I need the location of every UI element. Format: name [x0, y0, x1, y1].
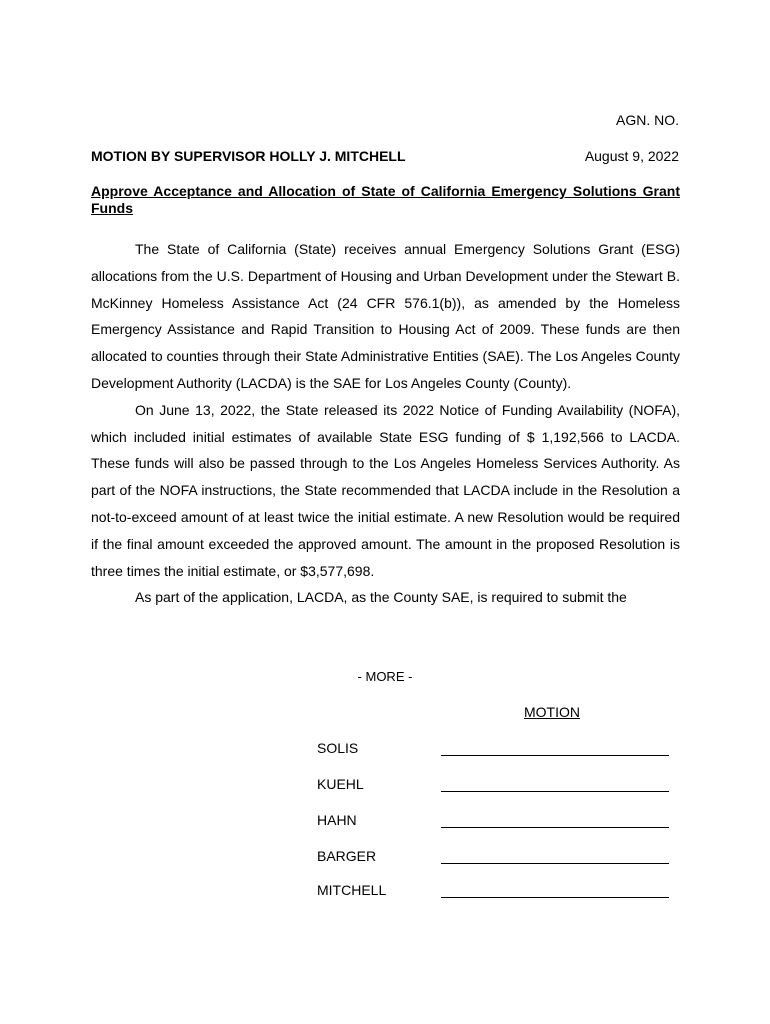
body-paragraph: On June 13, 2022, the State released its 2022 Notice of Funding Availability (NOFA), which included initial estimates of available State ESG funding of $ 1,192,566 to LACDA. These funds will also be passed through to the Los Angeles Homeless Services Authority. As part of the NOFA instructions, the State recommended that LACDA include in the Resolution a not-to-exceed amount of at least twice the initial estimate. A new Resolution would be required if the final amount exceeded the approved amount. The amount in the proposed Resolution is three times the initial estimate, or $3,577,698.	[91, 401, 680, 579]
motion-title: Approve Acceptance and Allocation of State of California Emergency Solutions Grant Funds	[91, 183, 680, 216]
vote-row-solis	[317, 739, 672, 759]
supervisor-name: BARGER	[317, 848, 377, 864]
agenda-number-label: AGN. NO.	[615, 112, 679, 128]
signature-line	[441, 791, 669, 792]
supervisor-name: MITCHELL	[317, 882, 387, 898]
signature-line	[441, 863, 669, 864]
signature-line	[441, 827, 669, 828]
supervisor-name: HAHN	[317, 812, 357, 828]
vote-row-mitchell	[317, 881, 672, 901]
supervisor-name: SOLIS	[317, 740, 359, 756]
vote-row-hahn	[317, 811, 672, 831]
body-paragraph: As part of the application, LACDA, as the County SAE, is required to submit the	[135, 589, 627, 606]
more-marker: - MORE -	[357, 669, 413, 684]
body-paragraph: The State of California (State) receives annual Emergency Solutions Grant (ESG) allocations from the U.S. Department of Housing and Urban Development under the Stewart B. McKinney Homeless Assistance Act (24 CFR 576.1(b)), as amended by the Homeless Emergency Assistance and Rapid Transition to Housing Act of 2009. These funds are then allocated to counties through their State Administrative Entities (SAE). The Los Angeles County Development Authority (LACDA) is the SAE for Los Angeles County (County).	[91, 241, 680, 391]
signature-line	[441, 897, 669, 898]
supervisor-name: KUEHL	[317, 776, 364, 792]
motion-date: August 9, 2022	[584, 148, 679, 164]
vote-block-heading: MOTION	[524, 704, 580, 720]
motion-body	[91, 236, 680, 611]
signature-line	[441, 755, 669, 756]
vote-row-kuehl	[317, 775, 672, 795]
motion-author: MOTION BY SUPERVISOR HOLLY J. MITCHELL	[91, 148, 406, 164]
vote-row-barger	[317, 847, 672, 867]
